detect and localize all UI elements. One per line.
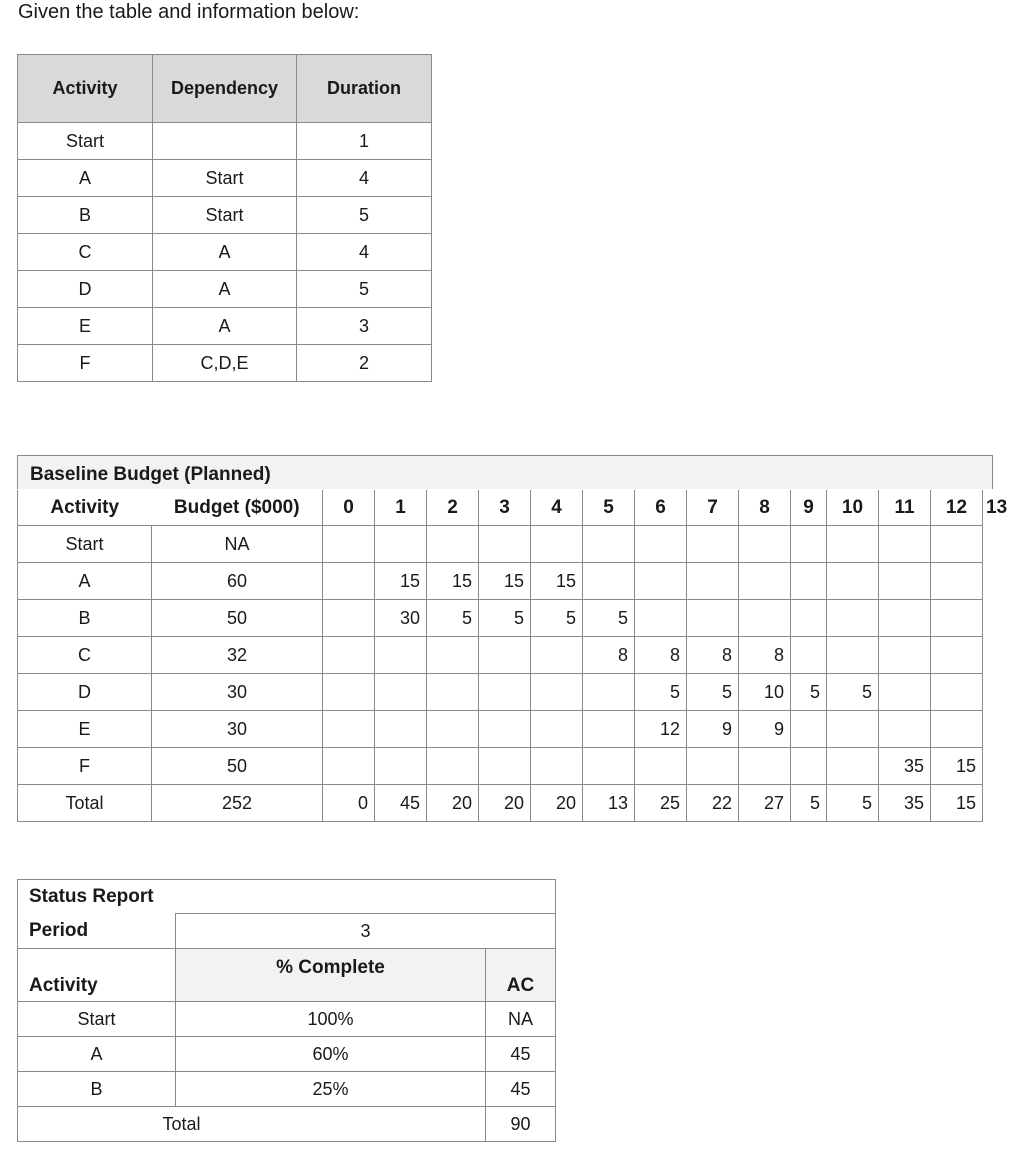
period-value-cell: 15 bbox=[531, 563, 583, 600]
status-total-label: Total bbox=[18, 1107, 486, 1142]
spacer-cell bbox=[983, 711, 1023, 748]
period-value-cell bbox=[479, 748, 531, 785]
dependency-row bbox=[18, 160, 432, 197]
period-value-cell bbox=[583, 711, 635, 748]
period-value-cell bbox=[791, 600, 827, 637]
period-value-cell: 20 bbox=[479, 785, 531, 822]
activity-cell: Start bbox=[18, 123, 153, 160]
period-value-cell bbox=[479, 674, 531, 711]
period-value-cell: 8 bbox=[739, 637, 791, 674]
budget-title-bar bbox=[17, 455, 993, 489]
spacer-cell bbox=[983, 600, 1023, 637]
period-value-cell bbox=[375, 748, 427, 785]
activity-cell: B bbox=[18, 1072, 176, 1107]
period-value-cell bbox=[931, 563, 983, 600]
period-value-cell: 0 bbox=[323, 785, 375, 822]
budget-row bbox=[18, 711, 1023, 748]
period-value-cell: 15 bbox=[931, 785, 983, 822]
period-value-cell bbox=[879, 526, 931, 563]
period-value-cell bbox=[375, 711, 427, 748]
activity-cell: A bbox=[18, 160, 153, 197]
period-value-cell: 5 bbox=[791, 674, 827, 711]
complete-cell: 100% bbox=[176, 1002, 486, 1037]
period-value-cell: 5 bbox=[791, 785, 827, 822]
activity-cell: C bbox=[18, 234, 153, 271]
budget-cell: 32 bbox=[152, 637, 323, 674]
duration-cell: 3 bbox=[297, 308, 432, 345]
dependency-cell: A bbox=[153, 308, 297, 345]
dependency-cell: A bbox=[153, 271, 297, 308]
dependency-cell: C,D,E bbox=[153, 345, 297, 382]
budget-table-header bbox=[18, 490, 1023, 526]
period-value-cell bbox=[739, 563, 791, 600]
period-value-cell bbox=[827, 748, 879, 785]
status-row bbox=[18, 1037, 556, 1072]
period-value-cell bbox=[827, 563, 879, 600]
period-value-cell: 8 bbox=[635, 637, 687, 674]
period-value-cell bbox=[791, 711, 827, 748]
activity-cell: D bbox=[18, 674, 152, 711]
header-period: 6 bbox=[635, 490, 687, 526]
period-value-cell: 5 bbox=[479, 600, 531, 637]
dependency-row bbox=[18, 123, 432, 160]
activity-cell: Start bbox=[18, 1002, 176, 1037]
header-period: 12 bbox=[931, 490, 983, 526]
period-value-cell: 5 bbox=[531, 600, 583, 637]
period-value-cell bbox=[635, 526, 687, 563]
period-value-cell: 5 bbox=[827, 785, 879, 822]
budget-cell: 30 bbox=[152, 674, 323, 711]
dependency-cell bbox=[153, 123, 297, 160]
period-value-cell bbox=[323, 526, 375, 563]
header-dependency: Dependency bbox=[153, 55, 297, 123]
period-value-cell bbox=[531, 711, 583, 748]
period-value-cell: 20 bbox=[531, 785, 583, 822]
period-value-cell: 45 bbox=[375, 785, 427, 822]
status-row bbox=[18, 1002, 556, 1037]
dependency-cell: Start bbox=[153, 160, 297, 197]
status-row bbox=[18, 1072, 556, 1107]
spacer-cell bbox=[983, 526, 1023, 563]
period-value-cell bbox=[687, 526, 739, 563]
period-value-cell bbox=[827, 711, 879, 748]
period-value-cell: 35 bbox=[879, 748, 931, 785]
period-value-cell bbox=[687, 563, 739, 600]
period-value-cell bbox=[931, 637, 983, 674]
period-value-cell bbox=[323, 711, 375, 748]
budget-cell: 50 bbox=[152, 748, 323, 785]
period-value-cell: 30 bbox=[375, 600, 427, 637]
period-value-cell: 5 bbox=[635, 674, 687, 711]
dependency-row bbox=[18, 234, 432, 271]
budget-row bbox=[18, 526, 1023, 563]
period-value-cell: 15 bbox=[427, 563, 479, 600]
period-value-cell: 10 bbox=[739, 674, 791, 711]
period-value-cell: 12 bbox=[635, 711, 687, 748]
period-value-cell: 27 bbox=[739, 785, 791, 822]
dependency-row bbox=[18, 271, 432, 308]
period-value-cell bbox=[583, 748, 635, 785]
header-period: 0 bbox=[323, 490, 375, 526]
period-label: Period bbox=[18, 914, 176, 949]
ac-label: AC bbox=[486, 949, 556, 1002]
period-value: 3 bbox=[176, 914, 556, 949]
ac-cell: 45 bbox=[486, 1037, 556, 1072]
intro-text: Given the table and information below: bbox=[18, 1, 360, 23]
duration-cell: 2 bbox=[297, 345, 432, 382]
budget-cell: 60 bbox=[152, 563, 323, 600]
header-activity: Activity bbox=[18, 490, 152, 526]
period-value-cell: 15 bbox=[375, 563, 427, 600]
period-value-cell bbox=[635, 563, 687, 600]
period-value-cell bbox=[931, 674, 983, 711]
period-value-cell bbox=[323, 748, 375, 785]
activity-label: Activity bbox=[18, 949, 176, 1002]
period-value-cell bbox=[427, 748, 479, 785]
activity-cell: D bbox=[18, 271, 153, 308]
period-value-cell bbox=[427, 711, 479, 748]
period-value-cell bbox=[531, 637, 583, 674]
header-period: 5 bbox=[583, 490, 635, 526]
period-value-cell bbox=[583, 563, 635, 600]
period-value-cell bbox=[323, 600, 375, 637]
period-value-cell bbox=[583, 674, 635, 711]
dependency-row bbox=[18, 308, 432, 345]
spacer-cell bbox=[983, 674, 1023, 711]
period-value-cell bbox=[879, 600, 931, 637]
period-value-cell bbox=[791, 637, 827, 674]
dependency-row bbox=[18, 197, 432, 234]
budget-row bbox=[18, 637, 1023, 674]
period-value-cell bbox=[879, 637, 931, 674]
complete-label: % Complete bbox=[176, 949, 486, 1002]
period-value-cell: 35 bbox=[879, 785, 931, 822]
period-value-cell: 20 bbox=[427, 785, 479, 822]
period-value-cell bbox=[531, 748, 583, 785]
budget-row bbox=[18, 563, 1023, 600]
period-value-cell: 25 bbox=[635, 785, 687, 822]
header-activity: Activity bbox=[18, 55, 153, 123]
period-value-cell: 5 bbox=[687, 674, 739, 711]
budget-title: Baseline Budget (Planned) bbox=[30, 464, 271, 485]
period-value-cell bbox=[635, 600, 687, 637]
period-value-cell bbox=[687, 748, 739, 785]
period-value-cell: 15 bbox=[479, 563, 531, 600]
period-value-cell bbox=[791, 526, 827, 563]
header-period: 8 bbox=[739, 490, 791, 526]
period-value-cell bbox=[687, 600, 739, 637]
dependency-cell: Start bbox=[153, 197, 297, 234]
spacer-cell bbox=[983, 748, 1023, 785]
activity-cell: C bbox=[18, 637, 152, 674]
header-period: 11 bbox=[879, 490, 931, 526]
period-value-cell bbox=[427, 674, 479, 711]
duration-cell: 5 bbox=[297, 197, 432, 234]
period-value-cell: 8 bbox=[687, 637, 739, 674]
activity-cell: Total bbox=[18, 785, 152, 822]
period-value-cell bbox=[931, 526, 983, 563]
period-value-cell bbox=[583, 526, 635, 563]
status-report-title: Status Report bbox=[18, 880, 556, 914]
budget-cell: 30 bbox=[152, 711, 323, 748]
period-value-cell: 8 bbox=[583, 637, 635, 674]
complete-cell: 60% bbox=[176, 1037, 486, 1072]
ac-cell: NA bbox=[486, 1002, 556, 1037]
budget-total-row bbox=[18, 785, 1023, 822]
period-value-cell bbox=[739, 526, 791, 563]
period-value-cell bbox=[427, 637, 479, 674]
period-value-cell bbox=[375, 674, 427, 711]
period-value-cell bbox=[479, 711, 531, 748]
period-value-cell: 15 bbox=[931, 748, 983, 785]
ac-cell: 45 bbox=[486, 1072, 556, 1107]
activity-cell: B bbox=[18, 600, 152, 637]
period-value-cell bbox=[531, 674, 583, 711]
activity-cell: E bbox=[18, 711, 152, 748]
period-value-cell bbox=[531, 526, 583, 563]
budget-cell: NA bbox=[152, 526, 323, 563]
header-period: 1 bbox=[375, 490, 427, 526]
dependency-table bbox=[17, 54, 432, 382]
period-value-cell bbox=[479, 526, 531, 563]
complete-cell: 25% bbox=[176, 1072, 486, 1107]
dependency-row bbox=[18, 345, 432, 382]
period-value-cell bbox=[791, 563, 827, 600]
period-value-cell bbox=[375, 526, 427, 563]
period-value-cell bbox=[827, 637, 879, 674]
spacer-cell bbox=[983, 563, 1023, 600]
header-period: 7 bbox=[687, 490, 739, 526]
period-value-cell bbox=[739, 748, 791, 785]
period-value-cell bbox=[479, 637, 531, 674]
spacer-cell bbox=[983, 637, 1023, 674]
period-value-cell bbox=[323, 563, 375, 600]
spacer-cell bbox=[983, 785, 1023, 822]
budget-cell: 50 bbox=[152, 600, 323, 637]
header-duration: Duration bbox=[297, 55, 432, 123]
period-value-cell bbox=[323, 674, 375, 711]
period-value-cell bbox=[879, 674, 931, 711]
activity-cell: F bbox=[18, 748, 152, 785]
header-budget: Budget ($000) bbox=[152, 490, 323, 526]
activity-cell: B bbox=[18, 197, 153, 234]
header-period: 3 bbox=[479, 490, 531, 526]
period-value-cell bbox=[323, 637, 375, 674]
budget-table bbox=[17, 490, 1023, 822]
header-period: 13 bbox=[986, 496, 1008, 518]
header-period: 9 bbox=[791, 490, 827, 526]
period-value-cell bbox=[827, 526, 879, 563]
duration-cell: 5 bbox=[297, 271, 432, 308]
status-report-table bbox=[17, 879, 556, 1142]
status-total-value: 90 bbox=[486, 1107, 556, 1142]
period-value-cell bbox=[879, 563, 931, 600]
period-value-cell bbox=[375, 637, 427, 674]
period-value-cell: 5 bbox=[827, 674, 879, 711]
activity-cell: Start bbox=[18, 526, 152, 563]
period-value-cell: 22 bbox=[687, 785, 739, 822]
budget-row bbox=[18, 600, 1023, 637]
activity-cell: A bbox=[18, 1037, 176, 1072]
activity-cell: E bbox=[18, 308, 153, 345]
period-value-cell bbox=[931, 600, 983, 637]
period-value-cell bbox=[879, 711, 931, 748]
budget-row bbox=[18, 748, 1023, 785]
duration-cell: 4 bbox=[297, 160, 432, 197]
duration-cell: 4 bbox=[297, 234, 432, 271]
period-value-cell bbox=[931, 711, 983, 748]
header-period: 10 bbox=[827, 490, 879, 526]
budget-row bbox=[18, 674, 1023, 711]
header-period: 4 bbox=[531, 490, 583, 526]
period-value-cell bbox=[739, 600, 791, 637]
period-value-cell bbox=[427, 526, 479, 563]
header-period: 2 bbox=[427, 490, 479, 526]
period-value-cell bbox=[635, 748, 687, 785]
period-value-cell bbox=[827, 600, 879, 637]
period-value-cell bbox=[791, 748, 827, 785]
period-value-cell: 13 bbox=[583, 785, 635, 822]
period-value-cell: 5 bbox=[427, 600, 479, 637]
activity-cell: A bbox=[18, 563, 152, 600]
dependency-cell: A bbox=[153, 234, 297, 271]
dependency-table-header bbox=[18, 55, 432, 123]
period-value-cell: 5 bbox=[583, 600, 635, 637]
budget-cell: 252 bbox=[152, 785, 323, 822]
period-value-cell: 9 bbox=[739, 711, 791, 748]
activity-cell: F bbox=[18, 345, 153, 382]
duration-cell: 1 bbox=[297, 123, 432, 160]
period-value-cell: 9 bbox=[687, 711, 739, 748]
